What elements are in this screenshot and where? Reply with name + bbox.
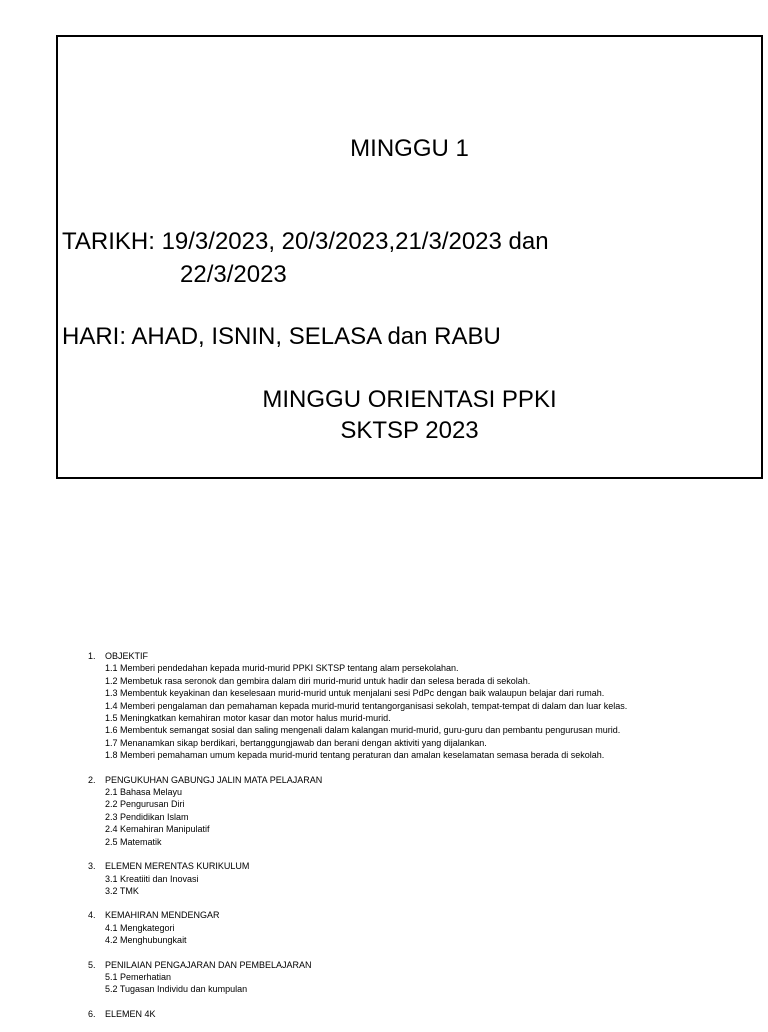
date-line-1: TARIKH: 19/3/2023, 20/3/2023,21/3/2023 dan [62,228,549,255]
section-number: 2. [88,774,96,785]
section-heading [88,650,748,662]
section-kemahiran-mendengar [88,909,748,946]
program-title-1: MINGGU ORIENTASI PPKI [262,386,557,413]
days-line: HARI: AHAD, ISNIN, SELASA dan RABU [62,323,501,350]
section-title: PENGUKUHAN GABUNGJ JALIN MATA PELAJARAN [105,774,323,785]
section-number: 3. [88,861,96,872]
list-item: 1.5 Meningkatkan kemahiran motor kasar dan motor halus murid-murid. [105,713,391,724]
section-objektif [88,650,748,762]
section-items [88,662,748,761]
list-item: 1.3 Membentuk keyakinan dan keselesaan murid-murid untuk menjalani sesi PdPc dengan baik walaupun belajar dari rumah. [105,688,605,699]
week-title: MINGGU 1 [350,135,469,162]
list-item: 3.1 Kreatiiti dan Inovasi [105,873,199,884]
section-heading [88,1008,748,1020]
list-item: 2.3 Pendidikan Islam [105,811,189,822]
section-penilaian [88,959,748,996]
list-item: 1.1 Memberi pendedahan kepada murid-murid PPKI SKTSP tentang alam persekolahan. [105,663,459,674]
section-items [88,922,748,947]
section-number: 4. [88,910,96,921]
section-number: 5. [88,959,96,970]
section-number: 1. [88,651,96,661]
list-item: 5.2 Tugasan Individu dan kumpulan [105,984,248,995]
list-item: 1.4 Memberi pengalaman dan pemahaman kepada murid-murid tentangorganisasi sekolah, tempat-tempat di dalam dan luar kelas. [105,700,628,711]
title-box [56,35,763,479]
list-item: 2.2 Pengurusan Diri [105,799,185,810]
program-title-2: SKTSP 2023 [340,417,479,444]
section-merentas-kurikulum [88,860,748,897]
list-item: 1.8 Memberi pemahaman umum kepada murid-murid tentang peraturan dan amalan keselamatan semasa berada di sekolah. [105,750,605,761]
list-item: 3.2 TMK [105,885,139,896]
date-line-2: 22/3/2023 [180,261,287,288]
section-title: KEMAHIRAN MENDENGAR [105,910,220,921]
list-item: 1.7 Menanamkan sikap berdikari, bertanggungjawab dan berani dengan aktiviti yang dijalankan. [105,737,487,748]
section-heading [88,909,748,921]
section-gabungjalin [88,774,748,848]
list-item: 2.4 Kemahiran Manipulatif [105,824,210,835]
list-item: 5.1 Pemerhatian [105,971,172,982]
list-item: 2.1 Bahasa Melayu [105,787,183,798]
section-heading [88,774,748,786]
list-item: 1.6 Membentuk semangat sosial dan saling mengenali dalam kalangan murid-murid, guru-guru dan pembantu pengurusan murid. [105,725,621,736]
list-item: 1.2 Membetuk rasa seronok dan gembira dalam diri murid-murid untuk hadir dan selesa berada di sekolah. [105,675,531,686]
section-title: OBJEKTIF [105,651,149,661]
section-title: PENILAIAN PENGAJARAN DAN PEMBELAJARAN [105,959,312,970]
section-title: ELEMEN 4K [105,1008,156,1019]
list-item: 4.1 Mengkategori [105,922,175,933]
section-number: 6. [88,1008,96,1019]
list-item: 4.2 Menghubungkait [105,935,187,946]
section-title: ELEMEN MERENTAS KURIKULUM [105,861,250,872]
section-elemen-4k [88,1008,748,1020]
section-items [88,786,748,848]
section-heading [88,860,748,872]
section-items [88,873,748,898]
list-item: 2.5 Matematik [105,836,162,847]
section-items [88,971,748,996]
section-heading [88,959,748,971]
section-list [88,650,748,1032]
